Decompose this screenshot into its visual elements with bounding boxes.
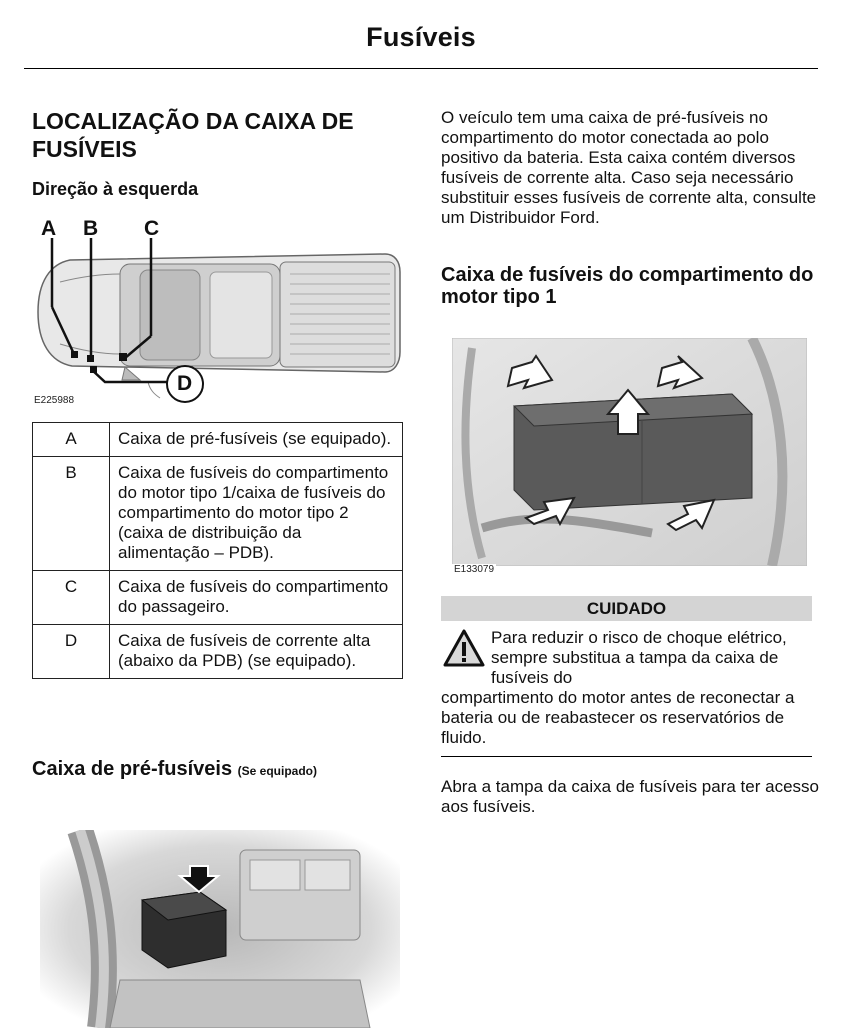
intro-paragraph: O veículo tem uma caixa de pré-fusíveis no compartimento do motor conectada ao polo positivo da bateria. Esta caixa contém diversos fusíveis de corrente alta. Caso seja necessário substituir esses fusíveis de corrente alta, consulte um Distribuidor Ford. xyxy=(441,108,817,227)
label-d: D xyxy=(177,372,193,395)
caution-text-rest: compartimento do motor antes de reconectar a bateria ou de reabastecer os reservatórios de fluido. xyxy=(441,688,795,747)
table-key: B xyxy=(33,457,110,571)
table-desc: Caixa de fusíveis do compartimento do passageiro. xyxy=(110,571,403,625)
location-table xyxy=(32,422,403,679)
table-key: C xyxy=(33,571,110,625)
table-row xyxy=(33,423,403,457)
table-key: A xyxy=(33,423,110,457)
prefuse-heading xyxy=(32,758,317,781)
engine-fusebox-heading: Caixa de fusíveis do compartimento do motor tipo 1 xyxy=(441,264,814,308)
caution-title: CUIDADO xyxy=(441,596,812,621)
label-b: B xyxy=(83,217,99,240)
table-row xyxy=(33,571,403,625)
closing-paragraph: Abra a tampa da caixa de fusíveis para ter acesso aos fusíveis. xyxy=(441,777,819,816)
engine-fusebox-figure xyxy=(452,338,807,566)
title-divider xyxy=(24,68,818,69)
caution-text xyxy=(441,628,817,748)
prefuse-title: Caixa de pré-fusíveis xyxy=(32,758,233,780)
label-a: A xyxy=(41,217,57,240)
caution-divider xyxy=(441,756,812,757)
subheading: Direção à esquerda xyxy=(32,179,199,199)
vehicle-top-view-figure xyxy=(30,212,405,412)
prefuse-suffix: (Se equipado) xyxy=(237,764,317,778)
table-desc: Caixa de pré-fusíveis (se equipado). xyxy=(110,423,403,457)
table-key: D xyxy=(33,625,110,679)
figure2-code: E133079 xyxy=(454,564,495,575)
figure1-code: E225988 xyxy=(34,395,75,406)
table-desc: Caixa de fusíveis de corrente alta (abaixo da PDB) (se equipado). xyxy=(110,625,403,679)
caution-text-first: Para reduzir o risco de choque elétrico, sempre substitua a tampa da caixa de fusíveis do xyxy=(491,628,787,687)
page-title: Fusíveis xyxy=(366,22,476,52)
label-c: C xyxy=(144,217,160,240)
table-row xyxy=(33,625,403,679)
table-desc: Caixa de fusíveis do compartimento do motor tipo 1/caixa de fusíveis do compartimento do motor tipo 2 (caixa de distribuição da alimentação – PDB). xyxy=(110,457,403,571)
table-row xyxy=(33,457,403,571)
prefuse-box-figure xyxy=(40,830,400,1028)
section-heading: LOCALIZAÇÃO DA CAIXA DE FUSÍVEIS xyxy=(32,108,354,162)
